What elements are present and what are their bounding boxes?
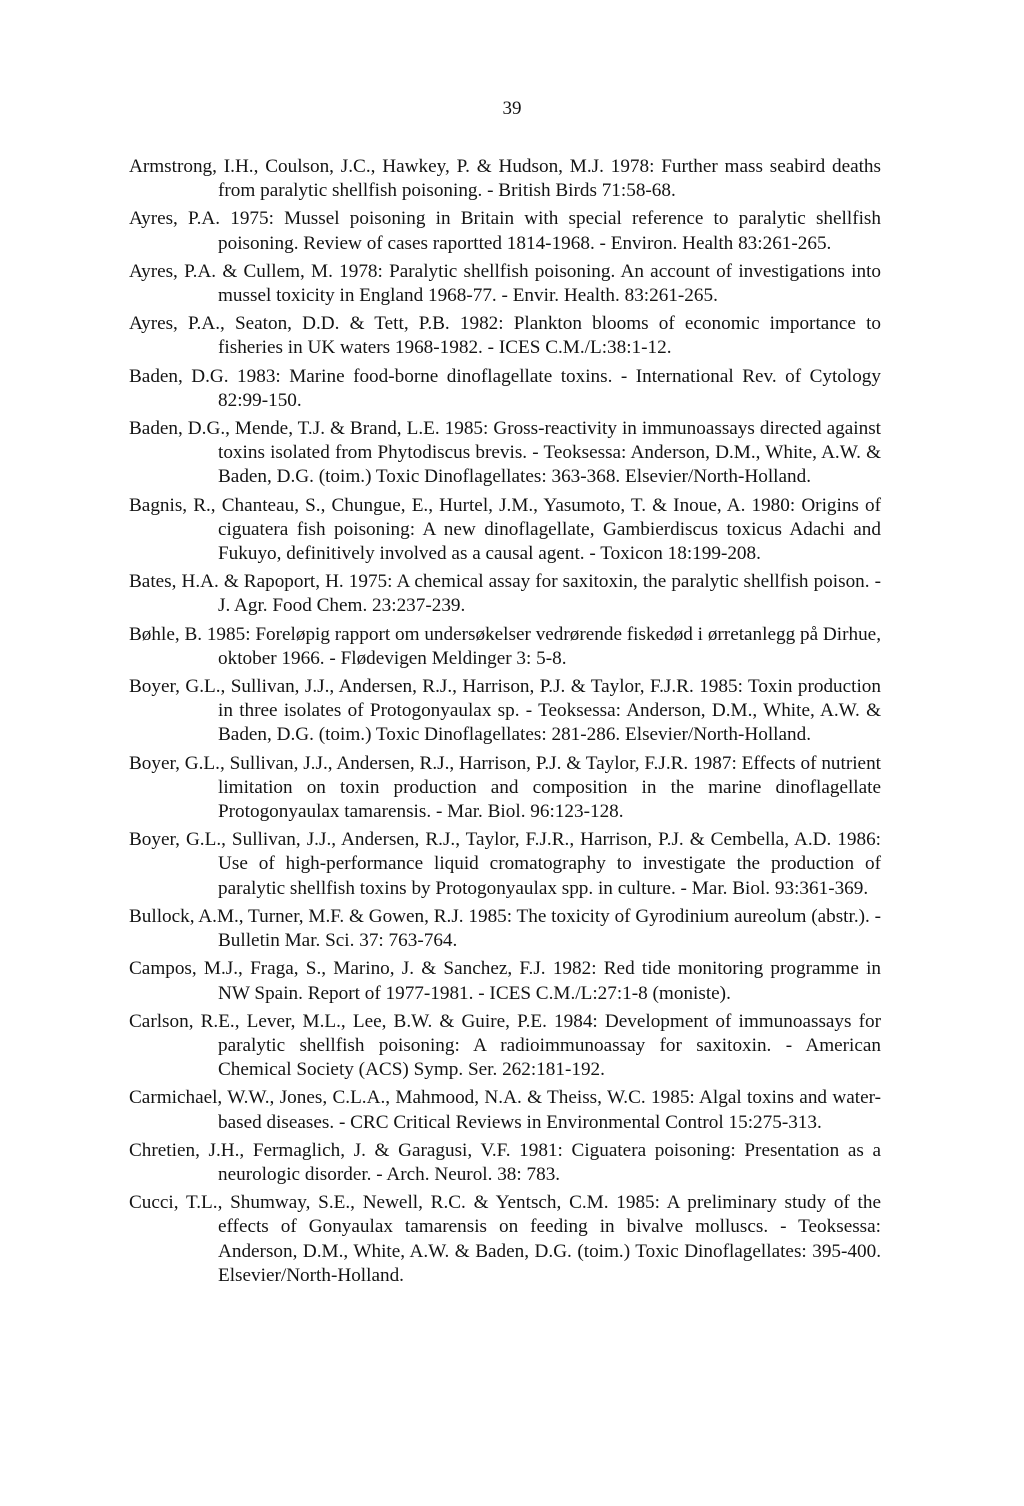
reference-entry: Baden, D.G. 1983: Marine food-borne dinoflagellate toxins. - International Rev. of Cytology 82:99-150. [129,365,881,411]
reference-entry: Chretien, J.H., Fermaglich, J. & Garagusi, V.F. 1981: Ciguatera poisoning: Presentation as a neurologic disorder. - Arch. Neurol. 38: 783. [129,1139,881,1185]
reference-entry: Ayres, P.A. & Cullem, M. 1978: Paralytic shellfish poisoning. An account of investigations into mussel toxicity in England 1968-77. - Envir. Health. 83:261-265. [129,260,881,307]
reference-entry: Carmichael, W.W., Jones, C.L.A., Mahmood, N.A. & Theiss, W.C. 1985: Algal toxins and water-based diseases. - CRC Critical Reviews in Environmental Control 15:275-313. [129,1087,881,1133]
reference-entry: Bøhle, B. 1985: Foreløpig rapport om undersøkelser vedrørende fiskedød i ørretanlegg på Dirhue, oktober 1966. - Flødevigen Meldinger 3: 5-8. [129,623,881,669]
reference-entry: Armstrong, I.H., Coulson, J.C., Hawkey, P. & Hudson, M.J. 1978: Further mass seabird deaths from paralytic shellfish poisoning. - British Birds 71:58-68. [129,156,881,202]
page-number: 39 [502,98,522,119]
reference-entry: Carlson, R.E., Lever, M.L., Lee, B.W. & Guire, P.E. 1984: Development of immunoassays for paralytic shellfish poisoning: A radioimmunoassay for saxitoxin. - American Chemical Society (ACS) Symp. Ser. 262:181-192. [129,1010,881,1081]
reference-entry: Baden, D.G., Mende, T.J. & Brand, L.E. 1985: Gross-reactivity in immunoassays directed against toxins isolated from Phytodiscus brevis. - Teoksessa: Anderson, D.M., White, A.W. & Baden, D.G. (toim.) Toxic Dinoflagellates: 363-368. Elsevier/North-Holland. [129,418,881,488]
reference-entry: Ayres, P.A., Seaton, D.D. & Tett, P.B. 1982: Plankton blooms of economic importance to fisheries in UK waters 1968-1982. - ICES C.M./L:38:1-12. [129,313,881,359]
reference-entry: Boyer, G.L., Sullivan, J.J., Andersen, R.J., Harrison, P.J. & Taylor, F.J.R. 1985: Toxin production in three isolates of Protogonyaulax sp. - Teoksessa: Anderson, D.M., White, A.W. & Baden, D.G. (toim.) Toxic Dinoflagellates: 281-286. Elsevier/North-Holland. [129,676,881,746]
reference-entry: Cucci, T.L., Shumway, S.E., Newell, R.C. & Yentsch, C.M. 1985: A preliminary study of the effects of Gonyaulax tamarensis on feeding in bivalve molluscs. - Teoksessa: Anderson, D.M., White, A.W. & Baden, D.G. (toim.) Toxic Dinoflagellates: 395-400. Elsevier/North-Holland. [129,1192,881,1286]
reference-list [129,155,881,1292]
reference-entry: Boyer, G.L., Sullivan, J.J., Andersen, R.J., Taylor, F.J.R., Harrison, P.J. & Cembella, A.D. 1986: Use of high-performance liquid cromatography to investigate the production of paralytic shellfish toxins by Protogonyaulax spp. in culture. - Mar. Biol. 93:361-369. [129,829,881,899]
reference-entry: Ayres, P.A. 1975: Mussel poisoning in Britain with special reference to paralytic shellfish poisoning. Review of cases raportted 1814-1968. - Environ. Health 83:261-265. [129,208,881,254]
reference-entry: Boyer, G.L., Sullivan, J.J., Andersen, R.J., Harrison, P.J. & Taylor, F.J.R. 1987: Effects of nutrient limitation on toxin production and composition in the marine dinoflagellate Protogonyaulax tamarensis. - Mar. Biol. 96:123-128. [129,752,881,823]
reference-entry: Bullock, A.M., Turner, M.F. & Gowen, R.J. 1985: The toxicity of Gyrodinium aureolum (abstr.). - Bulletin Mar. Sci. 37: 763-764. [129,905,882,952]
reference-entry: Bagnis, R., Chanteau, S., Chungue, E., Hurtel, J.M., Yasumoto, T. & Inoue, A. 1980: Origins of ciguatera fish poisoning: A new dinoflagellate, Gambierdiscus toxicus Adachi and Fukuyo, definitively involved as a causal agent. - Toxicon 18:199-208. [129,494,881,565]
reference-entry: Bates, H.A. & Rapoport, H. 1975: A chemical assay for saxitoxin, the paralytic shellfish poison. - J. Agr. Food Chem. 23:237-239. [129,571,881,617]
reference-entry: Campos, M.J., Fraga, S., Marino, J. & Sanchez, F.J. 1982: Red tide monitoring programme in NW Spain. Report of 1977-1981. - ICES C.M./L:27:1-8 (moniste). [129,958,881,1004]
